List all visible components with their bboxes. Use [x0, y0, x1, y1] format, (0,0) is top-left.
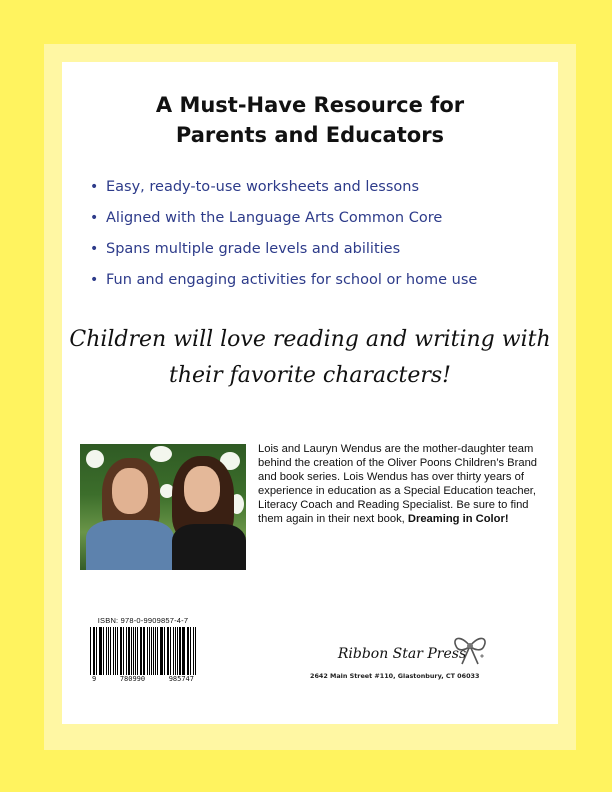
bullet-icon: •: [90, 272, 99, 288]
barcode-bar: [108, 627, 109, 675]
barcode-bar: [187, 627, 188, 675]
barcode-bar: [90, 627, 91, 675]
barcode-bar: [106, 627, 107, 675]
barcode-digits-right: 985747: [168, 675, 194, 683]
isbn-label: ISBN: 978-0-9909857-4-7: [97, 616, 189, 625]
feature-item: [90, 240, 550, 271]
barcode-bar: [147, 627, 148, 675]
barcode-bar: [126, 627, 127, 675]
person-left-face: [112, 468, 148, 514]
barcode-bar: [160, 627, 161, 675]
barcode-bar: [167, 627, 168, 675]
barcode-bar: [123, 627, 124, 675]
barcode-bar: [143, 627, 145, 675]
feature-item: [90, 209, 550, 240]
bullet-icon: •: [90, 179, 99, 195]
heading-line-2: Parents and Educators: [175, 123, 445, 147]
barcode-bar: [94, 627, 95, 675]
barcode-bar: [170, 627, 171, 675]
barcode: [88, 616, 198, 688]
barcode-bar: [110, 627, 111, 675]
barcode-bar: [128, 627, 130, 675]
feature-item: [90, 271, 550, 302]
barcode-bar: [157, 627, 158, 675]
barcode-bar: [183, 627, 184, 675]
barcode-bar: [175, 627, 176, 675]
barcode-bar: [188, 627, 189, 675]
bullet-icon: •: [90, 241, 99, 257]
barcode-bar: [96, 627, 97, 675]
barcode-digits-left: 780990: [119, 675, 146, 683]
barcode-bar: [149, 627, 150, 675]
barcode-bar: [179, 627, 181, 675]
person-left-jacket: [86, 520, 174, 570]
barcode-bar: [141, 627, 142, 675]
bullet-icon: •: [90, 210, 99, 226]
back-cover-card: [62, 62, 558, 724]
barcode-bar: [135, 627, 136, 675]
feature-list: [90, 178, 550, 302]
barcode-bar: [99, 627, 100, 675]
barcode-bar: [168, 627, 169, 675]
barcode-bar: [155, 627, 156, 675]
tagline-line-1: Children will love reading and writing with: [69, 327, 551, 352]
blossom-shape: [150, 446, 172, 462]
barcode-digit-lead: 9: [92, 675, 97, 683]
publisher-address: 2642 Main Street #110, Glastonbury, CT 06033: [310, 672, 480, 680]
publisher-name: Ribbon Star Press: [337, 646, 467, 662]
barcode-bar: [133, 627, 134, 675]
barcode-bar: [103, 627, 104, 675]
barcode-bar: [164, 627, 165, 675]
barcode-bar: [173, 627, 174, 675]
feature-text: Fun and engaging activities for school or home use: [106, 272, 478, 288]
barcode-bar: [190, 627, 191, 675]
barcode-bar: [161, 627, 163, 675]
barcode-bar: [182, 627, 183, 675]
heading: [62, 90, 558, 150]
barcode-bar: [131, 627, 132, 675]
barcode-bar: [100, 627, 102, 675]
barcode-bar: [177, 627, 178, 675]
feature-text: Easy, ready-to-use worksheets and lessons: [106, 179, 420, 195]
barcode-bar: [153, 627, 154, 675]
bio-text: Lois and Lauryn Wendus are the mother-daughter team behind the creation of the Oliver Poons Children’s Brand and book series. Lois Wendus has over thirty years of experience in education as a Special Education teacher, Literacy Coach and Reading Specialist. Be sure to find them again in their next book,: [258, 443, 538, 525]
barcode-bar: [93, 627, 94, 675]
barcode-bar: [151, 627, 152, 675]
author-bio: [258, 442, 548, 526]
feature-text: Spans multiple grade levels and abilities: [106, 241, 401, 257]
author-photo: [80, 444, 246, 570]
bio-end: !: [504, 513, 509, 525]
barcode-bar: [121, 627, 122, 675]
barcode-bar: [120, 627, 121, 675]
heading-line-1: A Must-Have Resource for: [155, 93, 465, 117]
barcode-bar: [117, 627, 118, 675]
barcode-bar: [193, 627, 194, 675]
tagline-line-2: their favorite characters!: [169, 363, 451, 388]
next-book-title: Dreaming in Color: [407, 513, 505, 525]
barcode-bar: [137, 627, 138, 675]
barcode-bar: [113, 627, 115, 675]
barcode-bars: [90, 627, 196, 675]
feature-text: Aligned with the Language Arts Common Core: [106, 210, 443, 226]
person-right-top: [172, 524, 246, 570]
barcode-bar: [140, 627, 141, 675]
barcode-digits: [88, 675, 198, 683]
tagline: [62, 322, 558, 394]
blossom-shape: [86, 450, 104, 468]
feature-item: [90, 178, 550, 209]
barcode-bar: [195, 627, 196, 675]
person-right-face: [184, 466, 220, 512]
barcode-bar: [115, 627, 116, 675]
